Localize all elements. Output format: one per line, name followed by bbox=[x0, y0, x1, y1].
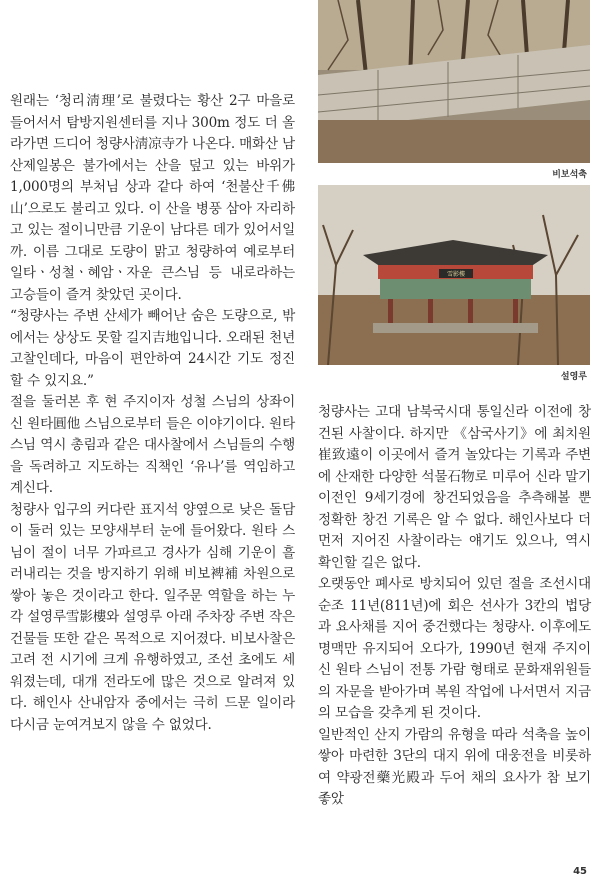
stone-wall-image bbox=[318, 0, 590, 163]
photo-caption-bibo-wall: 비보석축 bbox=[552, 170, 587, 180]
right-paragraph-1: 청량사는 고대 남북국시대 통일신라 이전에 창건된 사찰이다. 하지만 《삼국사기》에 최치원崔致遠이 이곳에서 즐겨 놀았다는 기록과 주변에 산재한 다양한 석물石物로 미루어 신라 말기 이전인 9세기경에 창건되었음을 추측해볼 뿐 정확한 창건 기록은 알 수 없다. 해인사보다 더 먼저 지어진 사찰이라는 얘기도 있으나, 역시 확인할 길은 없다. bbox=[318, 404, 591, 571]
left-paragraph-1: 원래는 ‘청리淸理’로 불렸다는 황산 2구 마을로 들어서서 탐방지원센터를 지나 300m 정도 더 올라가면 드디어 청량사淸凉寺가 나온다. 매화산 남산제일봉은 불가에서는 산을 덮고 있는 바위가 1,000명의 부처님 상과 같다 하여 ‘천불산千佛山’으로도 불리고 있다. 이 산을 병풍 삼아 자리하고 있는 절이니만큼 기운이 남다른 데가 있어서일까. 이름 그대로 도량이 맑고 청량하여 예로부터 일타ㆍ성철ㆍ혜암ㆍ자운 큰스님 등 내로라하는 고승들이 즐겨 찾았던 곳이다. bbox=[10, 93, 295, 303]
signboard-text: 雪影樓 bbox=[446, 271, 466, 278]
page-number: 45 bbox=[573, 866, 587, 877]
left-paragraph-4: 청량사 입구의 커다란 표지석 양옆으로 낮은 돌담이 둘러 있는 모양새부터 눈에 들어왔다. 원타 스님이 절이 너무 가파르고 경사가 심해 기운이 흘러내리는 것을 방지하기 위해 비보裨補 차원으로 쌓아 놓은 것이라고 한다. 일주문 역할을 하는 누각 설영루雪影樓와 설영루 아래 주차장 주변 작은 건물들 또한 같은 목적으로 지어졌다. 비보사찰은 고려 전 시기에 크게 유행하였고, 조선 초에도 세워졌는데, 대개 전라도에 많은 것으로 알려져 있다. 해인사 산내암자 중에서는 극히 드문 일이라 다시금 눈여겨보지 않을 수 없었다. bbox=[10, 501, 295, 733]
right-paragraph-3: 일반적인 산지 가람의 유형을 따라 석축을 높이 쌓아 마련한 3단의 대지 위에 대웅전을 비롯하여 약광전藥光殿과 두어 채의 요사가 참 보기 좋았 bbox=[318, 726, 591, 807]
left-paragraph-2: “청량사는 주변 산세가 빼어난 숨은 도량으로, 밖에서는 상상도 못할 길지吉地입니다. 오래된 천년고찰인데다, 마음이 편안하여 24시간 기도 정진할 수 있지요.” bbox=[10, 308, 295, 389]
photo-stone-wall bbox=[318, 0, 590, 163]
right-column bbox=[318, 402, 591, 811]
left-column bbox=[10, 91, 295, 736]
pavilion-image bbox=[318, 185, 590, 365]
right-paragraph-2: 오랫동안 폐사로 방치되어 있던 절을 조선시대 순조 11년(811년)에 회은 선사가 3칸의 법당과 요사채를 지어 중건했다는 청량사. 이후에도 명맥만 유지되어 오다가, 1990년 현재 주지이신 원타 스님이 전통 가람 형태로 문화재위원들의 자문을 받아가며 복원 작업에 나서면서 지금의 모습을 갖추게 된 것이다. bbox=[318, 576, 591, 721]
photo-pavilion bbox=[318, 185, 590, 365]
left-paragraph-3: 절을 둘러본 후 현 주지이자 성철 스님의 상좌이신 원타圓他 스님으로부터 들은 이야기이다. 원타 스님 역시 총림과 같은 대사찰에서 스님들의 수행을 독려하고 지도하는 직책인 ‘유나’를 역임하고 계신다. bbox=[10, 394, 295, 496]
photo-caption-seolyeongru: 설영루 bbox=[560, 372, 587, 382]
